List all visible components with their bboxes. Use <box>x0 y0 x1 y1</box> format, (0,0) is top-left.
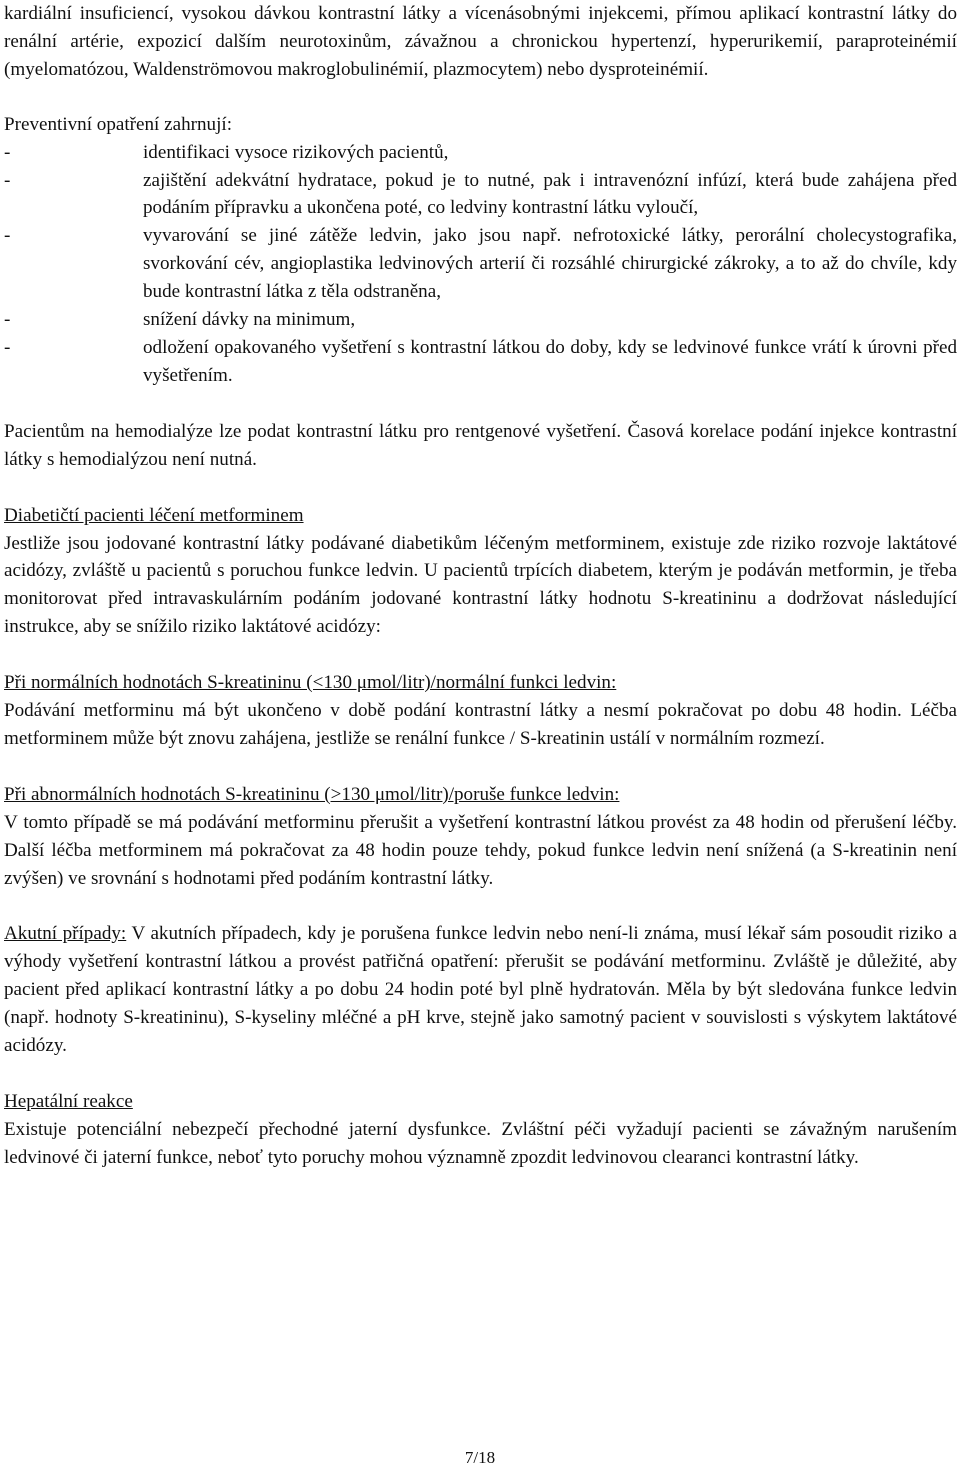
dash-bullet: - <box>4 309 11 331</box>
preventive-title: Preventivní opatření zahrnují: <box>4 113 232 135</box>
list-item <box>4 139 957 167</box>
dash-bullet: - <box>4 141 11 163</box>
acute-text: V akutních případech, kdy je porušena funkce ledvin nebo není-li známa, musí lékař sám posoudit riziko a výhody vyšetření kontrastní látkou a provést patřičná opatření: přerušit se podávání metforminu. Zvláště je důležité, aby pacient před aplikací kontrastní látky a po dobu 24 hodin poté byl plně hydratován. Měla by být sledována funkce ledvin (např. hodnoty S-kreatininu), S-kyseliny mléčné a pH krve, stejně jako samotný pacient v souvislosti s výskytem laktátové acidózy. <box>4 923 957 1057</box>
dash-bullet: - <box>4 169 11 191</box>
list-item-text: zajištění adekvátní hydratace, pokud je to nutné, pak i intravenózní infúzí, která bude zahájena před podáním přípravku a ukončena poté, co ledviny kontrastní látku vyloučí, <box>143 169 957 219</box>
list-item <box>4 306 957 334</box>
list-item <box>4 167 957 223</box>
normal-paragraph: Podávání metforminu má být ukončeno v době podání kontrastní látky a nesmí pokračovat po dobu 48 hodin. Léčba metforminem může být znovu zahájena, jestliže se renální funkce / S-kreatinin ustálí v normálním rozmezí. <box>4 700 957 749</box>
document-page <box>4 0 957 1172</box>
hepatic-paragraph: Existuje potenciální nebezpečí přechodné jaterní dysfunkce. Zvláštní péči vyžadují pacienti se závažným narušením ledvinové či jaterní funkce, neboť tyto poruchy mohou významně zpozdit ledvinovou clearanci kontrastní látky. <box>4 1118 957 1168</box>
metformin-paragraph: Jestliže jsou jodované kontrastní látky podávané diabetikům léčeným metforminem, existuje zde riziko rozvoje laktátové acidózy, zvláště u pacientů s poruchou funkce ledvin. U pacientů trpících diabetem, kterým je podáván metformin, je třeba monitorovat před intravaskulárním podáním jodované kontrastní látky hodnotu S-kreatininu a dodržovat následující instrukce, aby se snížilo riziko laktátové acidózy: <box>4 532 957 638</box>
abnormal-paragraph: V tomto případě se má podávání metforminu přerušit a vyšetření kontrastní látkou provést za 48 hodin od přerušení léčby. Další léčba metforminem má pokračovat za 48 hodin pouze tehdy, pokud funkce ledvin není snížená (a S-kreatinin není zvýšen) ve srovnání s hodnotami před podáním kontrastní látky. <box>4 811 957 889</box>
acute-heading: Akutní případy: <box>4 923 127 945</box>
intro-paragraph: kardiální insuficiencí, vysokou dávkou kontrastní látky a vícenásobnými injekcemi, přímou aplikací kontrastní látky do renální artérie, expozicí dalším neurotoxinům, závažnou a chronickou hypertenzí, hyperurikemií, paraproteinémií (myelomatózou, Waldenströmovou makroglobulinémií, plazmocytem) nebo dysproteinémií. <box>4 3 957 80</box>
abnormal-heading: Při abnormálních hodnotách S-kreatininu (>130 μmol/litr)/poruše funkce ledvin: <box>4 783 620 805</box>
dash-bullet: - <box>4 225 11 247</box>
list-item-text: vyvarování se jiné zátěže ledvin, jako jsou např. nefrotoxické látky, perorální cholecystografika, svorkování cév, angioplastika ledvinových arterií či rozsáhlé chirurgické zákroky, a to až do chvíle, kdy bude kontrastní látka z těla odstraněna, <box>143 225 957 303</box>
page-number: 7/18 <box>464 1448 496 1467</box>
hemodialysis-paragraph: Pacientům na hemodialýze lze podat kontrastní látku pro rentgenové vyšetření. Časová korelace podání injekce kontrastní látky s hemodialýzou není nutná. <box>4 420 957 470</box>
acute-paragraph <box>4 920 957 1060</box>
list-item-text: snížení dávky na minimum, <box>143 309 356 331</box>
normal-heading: Při normálních hodnotách S-kreatininu (<130 μmol/litr)/normální funkci ledvin: <box>4 672 617 694</box>
dash-bullet: - <box>4 336 11 358</box>
list-item <box>4 222 957 306</box>
list-item-text: odložení opakovaného vyšetření s kontrastní látkou do doby, kdy se ledvinové funkce vrátí k úrovni před vyšetřením. <box>143 336 957 386</box>
preventive-list <box>4 139 957 390</box>
list-item <box>4 334 957 390</box>
list-item-text: identifikaci vysoce rizikových pacientů, <box>143 141 449 163</box>
metformin-heading: Diabetičtí pacienti léčení metforminem <box>4 504 304 526</box>
hepatic-heading: Hepatální reakce <box>4 1091 133 1112</box>
